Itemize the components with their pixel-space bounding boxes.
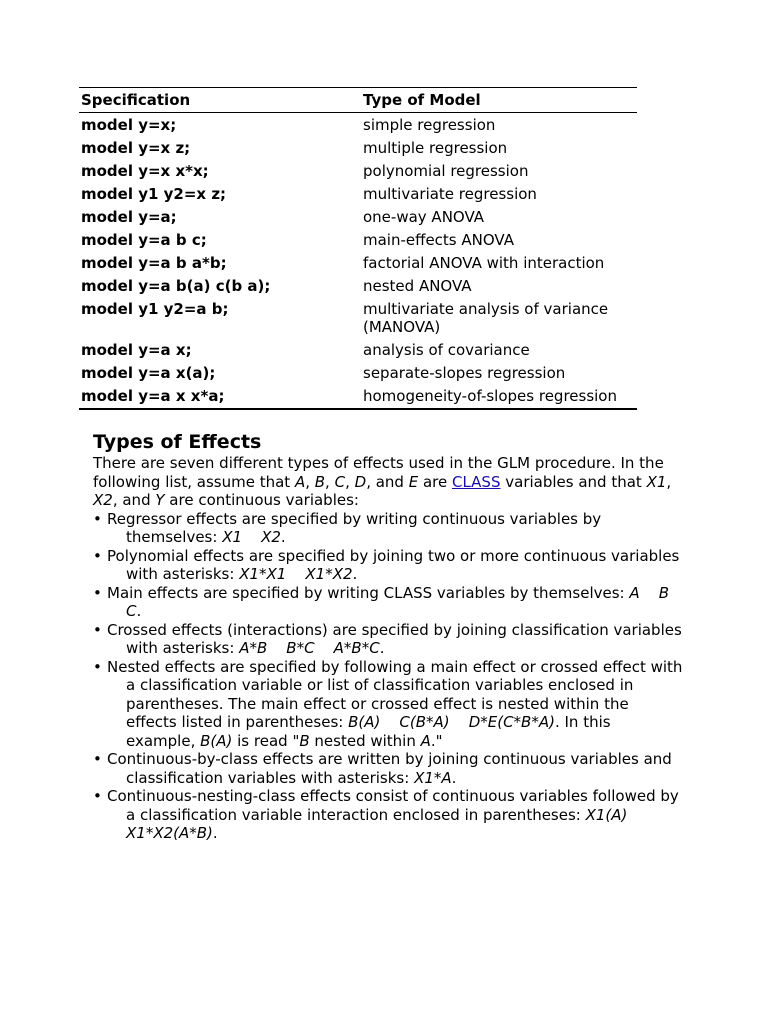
bullet-icon: • xyxy=(93,787,102,805)
example-text: X1*A xyxy=(414,768,452,787)
type-cell: nested ANOVA xyxy=(363,277,472,295)
item-text: is read " xyxy=(232,731,300,750)
type-cell: one-way ANOVA xyxy=(363,208,485,226)
table-row xyxy=(79,185,637,203)
item-text: . xyxy=(136,602,142,620)
spec-cell: model y1 y2=a b; xyxy=(81,300,229,318)
list-item xyxy=(79,658,683,751)
table-row xyxy=(79,300,637,336)
item-text: ." xyxy=(430,731,443,750)
item-text: Polynomial effects are specified by joining two or more continuous variables with asterisks: xyxy=(107,546,680,583)
spec-cell: model y=a b a*b; xyxy=(81,254,227,272)
bullet-icon: • xyxy=(93,620,102,639)
var-x1: X1 xyxy=(646,472,667,491)
spec-cell: model y=x x*x; xyxy=(81,162,209,180)
list-item xyxy=(79,750,683,787)
type-cell: polynomial regression xyxy=(363,162,529,180)
item-text: Main effects are specified by writing CLASS variables by themselves: xyxy=(107,583,630,602)
table-row xyxy=(79,116,637,134)
intro-paragraph: There are seven different types of effects used in the GLM procedure. In the following list, assume that A, B, C, D, and E are CLASS variables and that X1, X2, and Y are continuous variables: xyxy=(93,454,672,509)
list-item xyxy=(79,583,689,621)
table-bottom-rule xyxy=(79,408,637,410)
type-cell: main-effects ANOVA xyxy=(363,231,514,249)
type-cell: multiple regression xyxy=(363,139,508,157)
list-item xyxy=(79,787,683,843)
intro-are: are xyxy=(418,472,452,491)
intro-text-3: are continuous variables: xyxy=(164,491,359,509)
type-cell: multivariate analysis of variance (MANOVA) xyxy=(363,300,609,336)
spec-cell: model y1 y2=x z; xyxy=(81,185,227,203)
spec-cell: model y=a; xyxy=(81,208,177,226)
type-cell: factorial ANOVA with interaction xyxy=(363,254,605,272)
spec-cell: model y=a x(a); xyxy=(81,364,216,382)
var-e: E xyxy=(408,472,419,491)
example-text: X1*X1 X1*X2 xyxy=(239,565,353,583)
table-row xyxy=(79,208,637,226)
bullet-icon: • xyxy=(93,657,102,676)
table-row xyxy=(79,277,637,295)
header-type-of-model: Type of Model xyxy=(363,91,481,109)
table-row xyxy=(79,139,637,157)
bullet-icon: • xyxy=(93,583,102,602)
var-d: D xyxy=(354,472,367,491)
spec-cell: model y=x z; xyxy=(81,139,191,157)
table-row xyxy=(79,387,637,405)
table-row xyxy=(79,162,637,180)
example-text: B xyxy=(299,731,310,750)
item-text: . xyxy=(451,768,457,787)
class-link[interactable]: CLASS xyxy=(452,472,501,491)
var-x2: X2 xyxy=(93,491,113,509)
item-text: . In this example, xyxy=(126,713,611,750)
item-text: Continuous-by-class effects are written by joining continuous variables and classification variables with asterisks: xyxy=(107,750,672,787)
type-cell: homogeneity-of-slopes regression xyxy=(363,387,617,405)
example-text: A xyxy=(420,731,431,750)
intro-text-2: variables and that xyxy=(500,472,647,491)
table-header-rule xyxy=(79,112,637,113)
list-item xyxy=(79,510,683,547)
item-text: nested within xyxy=(309,731,421,750)
example-text: B(A) C(B*A) D*E(C*B*A) xyxy=(348,713,555,731)
item-text: . xyxy=(379,639,385,657)
example-text: X1(A) X1*X2(A*B) xyxy=(126,805,647,842)
model-specification-table xyxy=(79,87,637,410)
example-text: A B C xyxy=(126,583,689,620)
item-text: Regressor effects are specified by writing continuous variables by themselves: xyxy=(107,509,602,546)
type-cell: multivariate regression xyxy=(363,185,537,203)
item-text: Nested effects are specified by following a main effect or crossed effect with a classification variable or list of classification variables enclosed in parentheses. The main effect or crossed effect is nested within the effects listed in parentheses: xyxy=(107,657,683,731)
bullet-icon: • xyxy=(93,509,102,528)
item-text: . xyxy=(212,824,218,842)
type-cell: analysis of covariance xyxy=(363,341,530,359)
bullet-icon: • xyxy=(93,750,102,768)
list-item xyxy=(79,547,683,584)
item-text: Continuous-nesting-class effects consist of continuous variables followed by a classification variable interaction enclosed in parentheses: xyxy=(107,787,679,824)
var-b: B xyxy=(314,472,326,491)
example-text: X1 X2 xyxy=(222,528,281,546)
table-row xyxy=(79,231,637,249)
spec-cell: model y=a b(a) c(b a); xyxy=(81,277,271,295)
effects-list xyxy=(93,509,689,843)
intro-and: , and xyxy=(366,472,409,491)
table-body xyxy=(79,116,637,405)
intro-text: There are seven different types of effects used in the GLM procedure. In the following list, assume that xyxy=(93,454,664,491)
type-cell: simple regression xyxy=(363,116,496,134)
spec-cell: model y=a x x*a; xyxy=(81,387,225,405)
table-header-row xyxy=(79,88,637,112)
spec-cell: model y=a x; xyxy=(81,341,192,359)
spec-cell: model y=a b c; xyxy=(81,231,207,249)
types-of-effects-section xyxy=(93,430,689,843)
example-text: B(A) xyxy=(200,731,233,750)
var-y: Y xyxy=(155,491,165,509)
item-text: . xyxy=(280,528,286,546)
list-item xyxy=(79,621,683,658)
item-text: . xyxy=(352,565,358,583)
spec-cell: model y=x; xyxy=(81,116,177,134)
example-text: A*B B*C A*B*C xyxy=(239,639,380,657)
table-row xyxy=(79,254,637,272)
header-specification: Specification xyxy=(81,91,191,109)
bullet-icon: • xyxy=(93,546,102,565)
table-row xyxy=(79,341,637,359)
table-row xyxy=(79,364,637,382)
item-text: Crossed effects (interactions) are specified by joining classification variables with asterisks: xyxy=(107,620,682,657)
var-a: A xyxy=(294,472,306,491)
var-c: C xyxy=(334,472,346,491)
section-title: Types of Effects xyxy=(93,431,262,453)
type-cell: separate-slopes regression xyxy=(363,364,566,382)
